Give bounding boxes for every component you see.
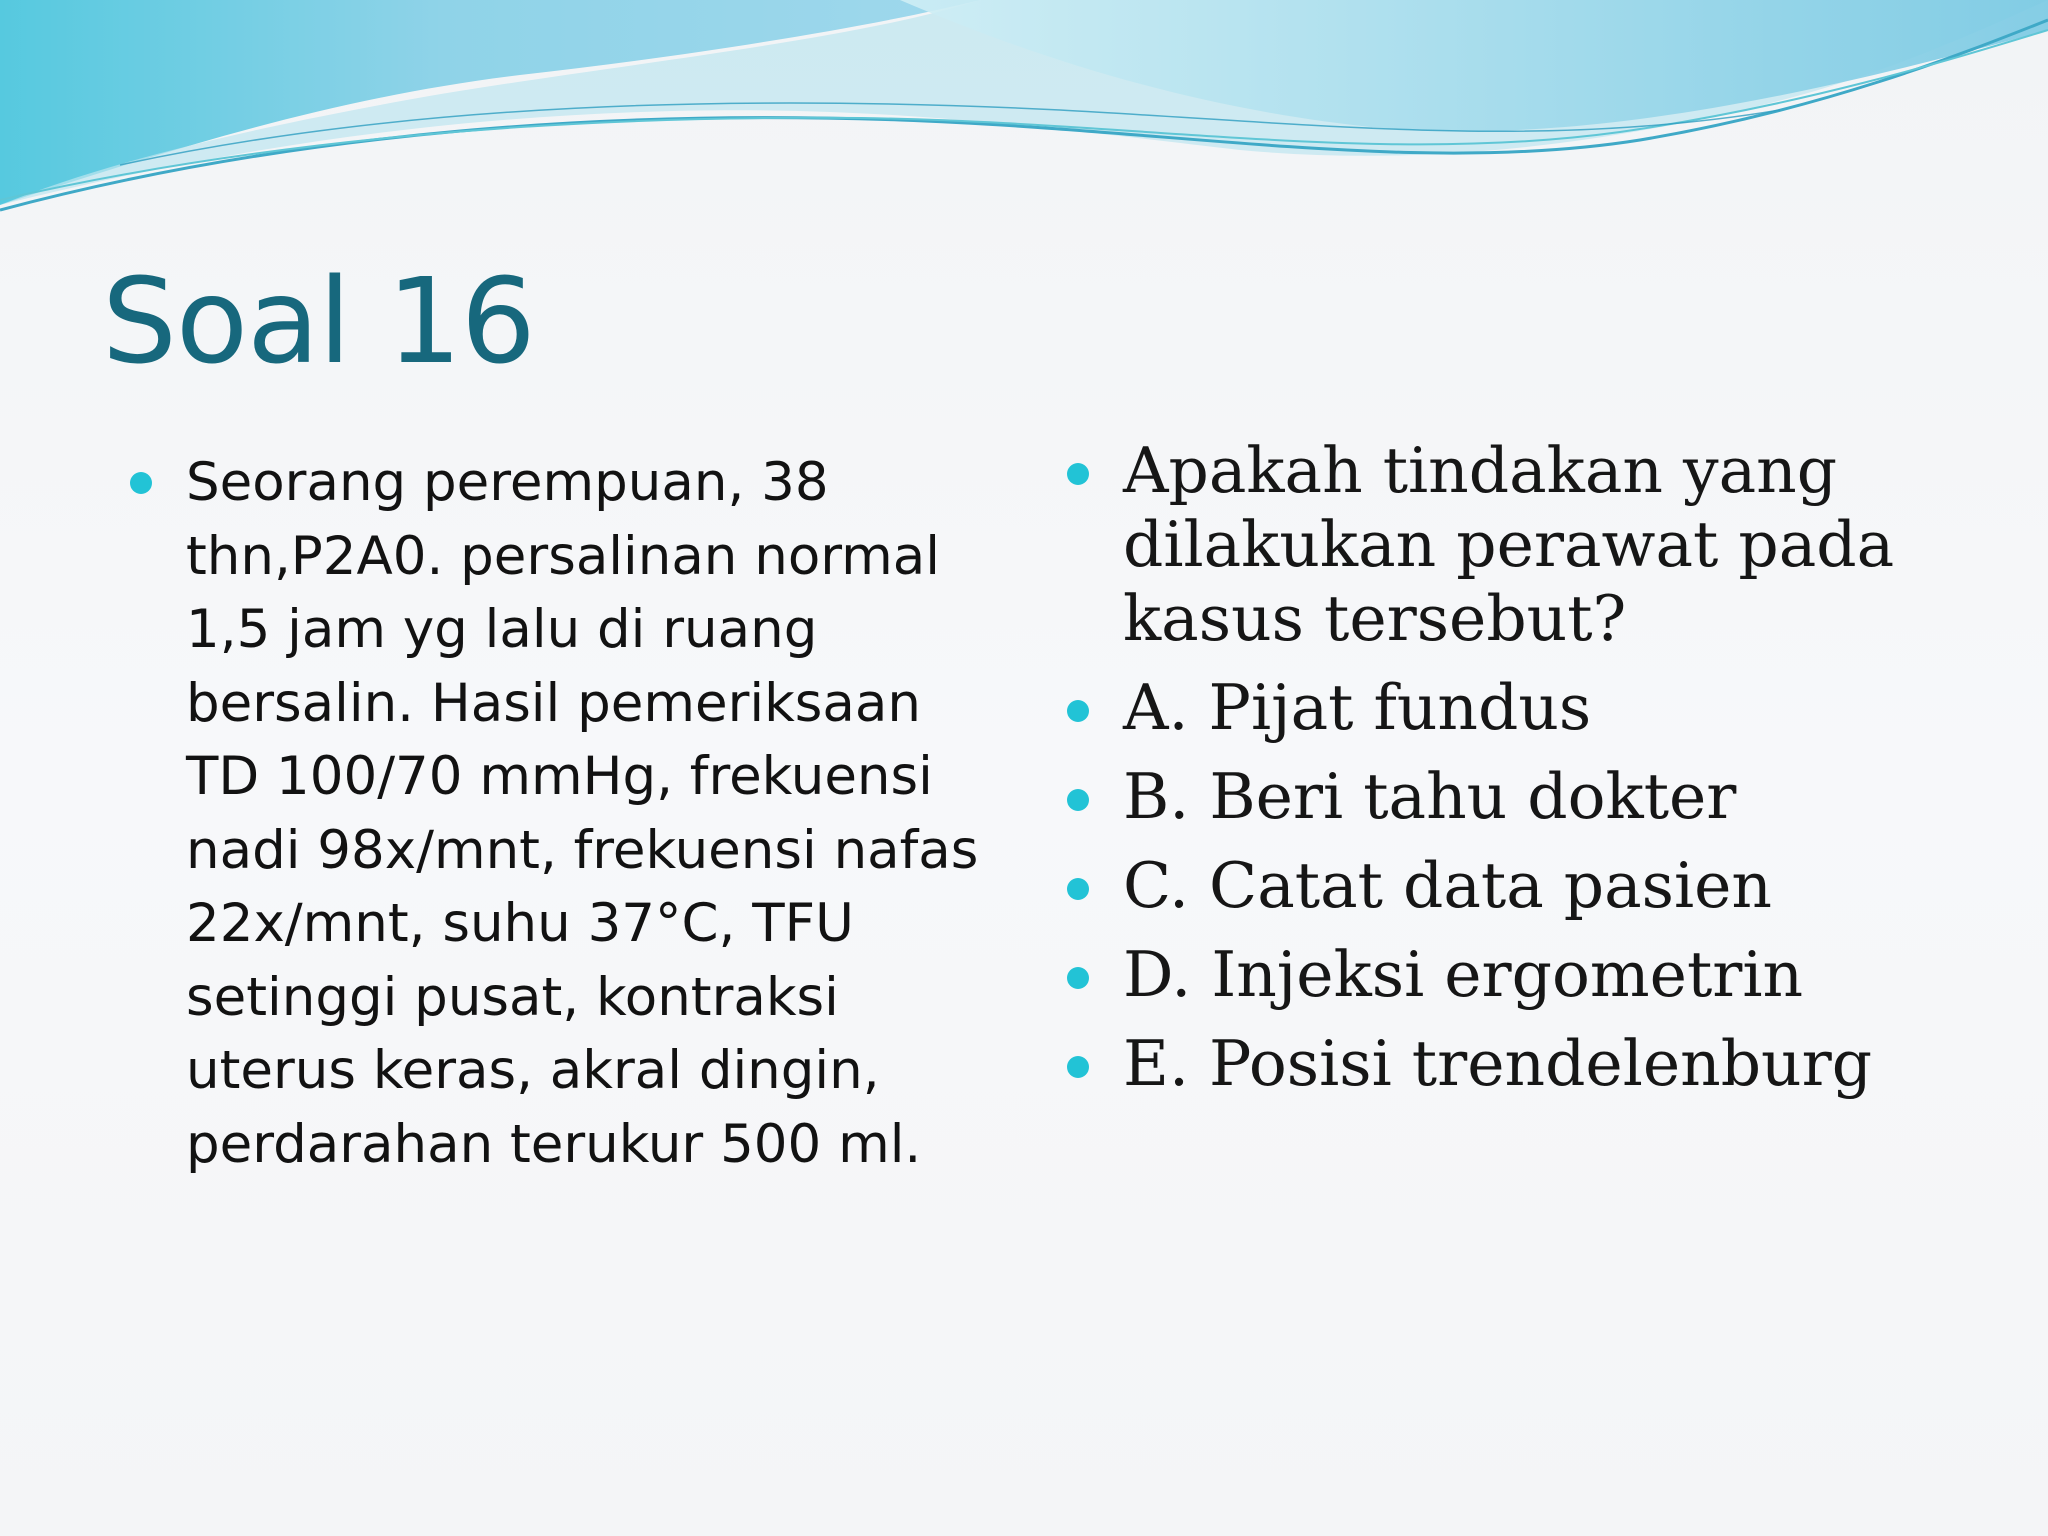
option-e-text: E. Posisi trendelenburg — [1123, 1027, 1873, 1100]
option-a-text: A. Pijat fundus — [1123, 671, 1592, 744]
bullet-dot-icon — [1067, 967, 1089, 989]
bullet-dot-icon — [1067, 463, 1089, 485]
option-d — [1067, 938, 2027, 1012]
answer-list — [1067, 434, 2027, 1116]
question-stem-list — [130, 446, 1000, 1181]
option-e — [1067, 1027, 2027, 1101]
bullet-dot-icon — [1067, 789, 1089, 811]
option-b — [1067, 760, 2027, 834]
option-b-text: B. Beri tahu dokter — [1123, 760, 1737, 833]
bullet-dot-icon — [130, 472, 152, 494]
header-wave-decoration — [0, 0, 2048, 240]
option-a — [1067, 671, 2027, 745]
bullet-dot-icon — [1067, 700, 1089, 722]
slide-title: Soal 16 — [102, 252, 535, 390]
option-d-text: D. Injeksi ergometrin — [1123, 938, 1804, 1011]
option-c — [1067, 849, 2027, 923]
option-c-text: C. Catat data pasien — [1123, 849, 1773, 922]
question-stem-item — [130, 446, 1000, 1181]
question-text: Apakah tindakan yang dilakukan perawat pada kasus tersebut? — [1123, 434, 1895, 655]
question-item — [1067, 434, 2027, 656]
question-stem-text: Seorang perempuan, 38 thn,P2A0. persalinan normal 1,5 jam yg lalu di ruang bersalin. Hasil pemeriksaan TD 100/70 mmHg, frekuensi nadi 98x/mnt, frekuensi nafas 22x/mnt, suhu 37°C, TFU setinggi pusat, kontraksi uterus keras, akral dingin, perdarahan terukur 500 ml. — [186, 452, 979, 1175]
bullet-dot-icon — [1067, 1056, 1089, 1078]
bullet-dot-icon — [1067, 878, 1089, 900]
